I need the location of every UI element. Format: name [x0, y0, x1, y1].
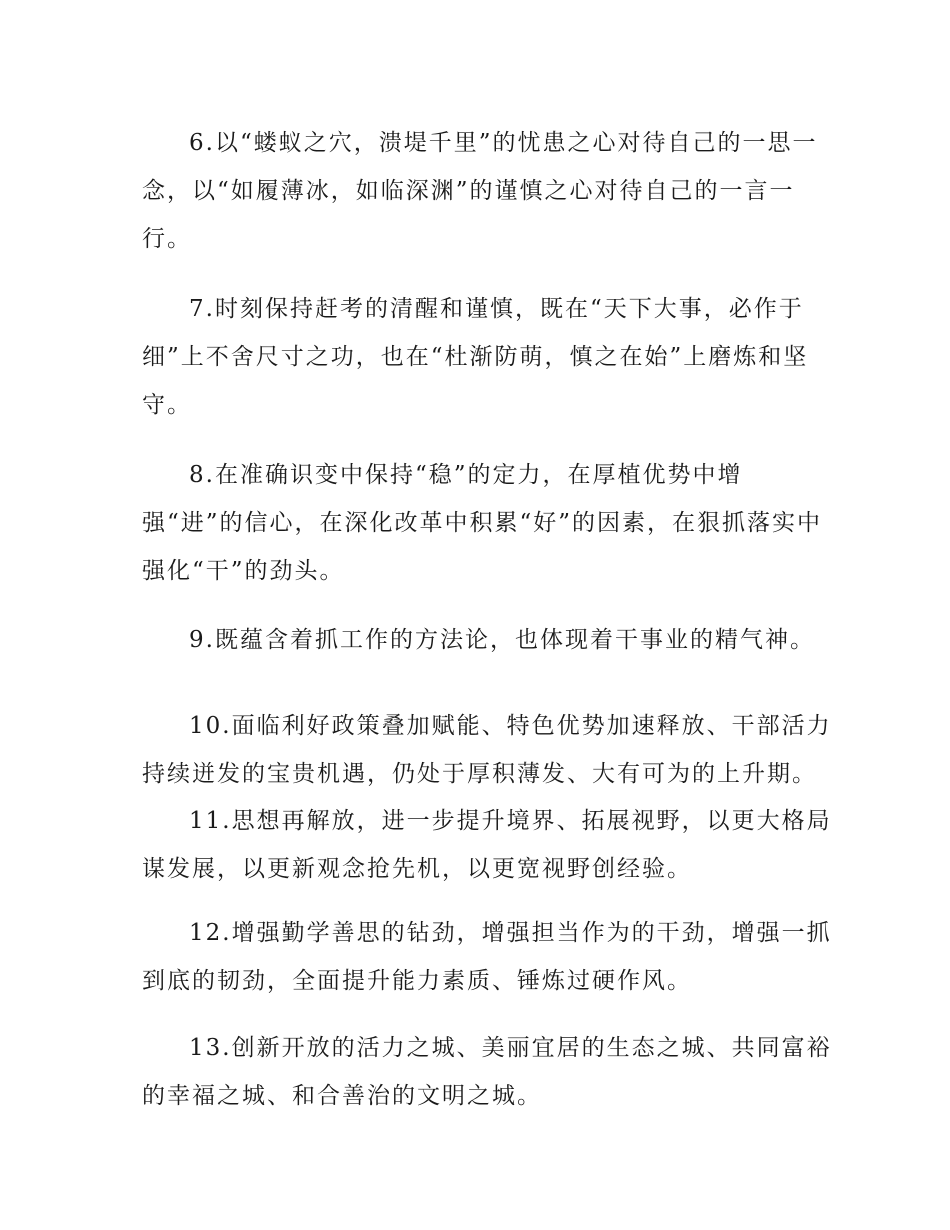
paragraph-7: 7.时刻保持赶考的清醒和谨慎，既在“天下大事，必作于细”上不舍尺寸之功，也在“杜渐防萌，慎之在始”上磨炼和坚守。	[142, 296, 809, 418]
paragraph-9: 9.既蕴含着抓工作的方法论，也体现着干事业的精气神。	[189, 627, 815, 653]
paragraph-13: 13.创新开放的活力之城、美丽宜居的生态之城、共同富裕的幸福之城、和合善治的文明之城。	[142, 1035, 832, 1109]
paragraph-11: 11.思想再解放，进一步提升境界、拓展视野，以更大格局谋发展，以更新观念抢先机，以更宽视野创经验。	[142, 808, 832, 882]
paragraph-6: 6.以“蝼蚁之穴，溃堤千里”的忧患之心对待自己的一思一念，以“如履薄冰，如临深渊”的谨慎之心对待自己的一言一行。	[142, 130, 818, 252]
paragraph-10: 10.面临利好政策叠加赋能、特色优势加速释放、干部活力持续迸发的宝贵机遇，仍处于厚积薄发、大有可为的上升期。	[142, 713, 832, 787]
paragraph-8: 8.在准确识变中保持“稳”的定力，在厚植优势中增强“进”的信心，在深化改革中积累“好”的因素，在狠抓落实中强化“干”的劲头。	[142, 462, 823, 584]
paragraph-12: 12.增强勤学善思的钻劲，增强担当作为的干劲，增强一抓到底的韧劲，全面提升能力素质、锤炼过硬作风。	[142, 920, 832, 994]
